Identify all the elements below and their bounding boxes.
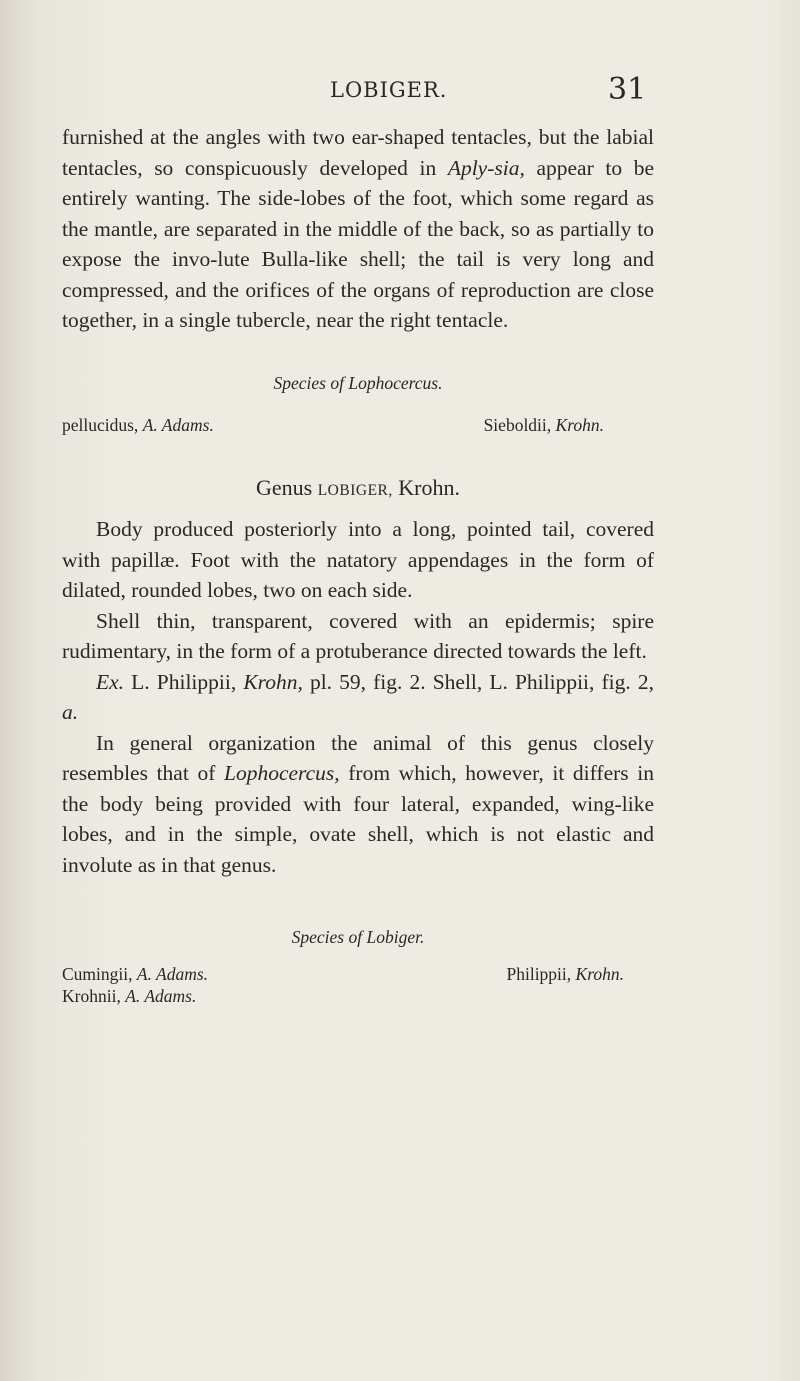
paragraph-1 bbox=[62, 122, 654, 336]
species-entry-cumingii bbox=[62, 963, 208, 985]
lobiger-species-list bbox=[62, 963, 654, 1007]
lobiger-species-heading: Species of Lobiger. bbox=[291, 927, 425, 947]
paragraph-1-text-b: appear to be entirely wanting. The side-lobes of the foot, which some regard as the mantle, are separated in the middle of the back, so as partially to expose the invo-lute Bulla-like shell; the tail is very long and compressed, and the orifices of the organs of reproduction are close together, in a single tubercle, near the right tentacle. bbox=[62, 155, 654, 332]
paragraph-4 bbox=[62, 667, 654, 728]
genus-author: Krohn. bbox=[392, 474, 460, 500]
species-name: pellucidus, bbox=[62, 415, 143, 435]
lobiger-species-column-1 bbox=[62, 963, 208, 1007]
paragraph-5-text-a: In general organization the animal of this genus closely resembles that of bbox=[62, 730, 654, 785]
running-head: LOBIGER. bbox=[330, 78, 448, 102]
paragraph-4-text-b: pl. 59, fig. 2. Shell, L. Philippii, fig. 2, bbox=[302, 669, 654, 694]
lophocercus-species-list bbox=[62, 410, 654, 441]
lobiger-species-column-2 bbox=[506, 963, 624, 1007]
species-name: Cumingii, bbox=[62, 963, 137, 984]
species-entry-pellucidus bbox=[62, 410, 214, 441]
paragraph-2: Body produced posteriorly into a long, pointed tail, covered with papillæ. Foot with the natatory appendages in the form of dilated, rounded lobes, two on each side. bbox=[62, 517, 654, 602]
paragraph-1-italic: Aply-sia, bbox=[447, 155, 525, 180]
paragraph-5 bbox=[62, 728, 654, 881]
paragraph-5-text-b: from which, however, it differs in the body being provided with four lateral, expanded, wing-like lobes, and in the simple, ovate shell, which is not elastic and involute as in that genus. bbox=[62, 761, 654, 877]
species-author: A. Adams. bbox=[136, 963, 209, 984]
paragraph-5-genus: Lophocercus, bbox=[223, 761, 340, 785]
species-entry-krohnii bbox=[62, 985, 208, 1007]
genus-name: LOBIGER, bbox=[317, 481, 393, 499]
page-number: 31 bbox=[608, 72, 647, 107]
species-author: Krohn. bbox=[555, 415, 604, 435]
genus-prefix: Genus bbox=[256, 474, 318, 500]
species-entry-philippii bbox=[506, 963, 624, 985]
paragraph-1-text-a: furnished at the angles with two ear-shaped tentacles, but the labial tentacles, so conspicuously developed in bbox=[62, 125, 654, 180]
species-name: Sieboldii, bbox=[483, 415, 556, 435]
species-entry-sieboldii bbox=[484, 410, 604, 441]
paragraph-4-text-a: L. Philippii, bbox=[124, 669, 244, 694]
species-author: A. Adams. bbox=[125, 985, 197, 1006]
species-name: Philippii, bbox=[506, 963, 576, 984]
species-author: Krohn. bbox=[575, 963, 624, 984]
lophocercus-species-heading: Species of Lophocercus. bbox=[273, 372, 443, 393]
page-body bbox=[62, 122, 654, 1007]
species-name: Krohnii, bbox=[62, 985, 126, 1006]
paragraph-3: Shell thin, transparent, covered with an epidermis; spire rudimentary, in the form of a protuberance directed towards the left. bbox=[62, 608, 654, 663]
genus-heading bbox=[62, 473, 654, 507]
paragraph-4-fig-letter: a. bbox=[62, 700, 79, 724]
paragraph-4-author: Krohn, bbox=[243, 669, 303, 694]
species-author: A. Adams. bbox=[142, 415, 214, 435]
page-header bbox=[0, 72, 800, 108]
example-label: Ex. bbox=[96, 669, 125, 694]
